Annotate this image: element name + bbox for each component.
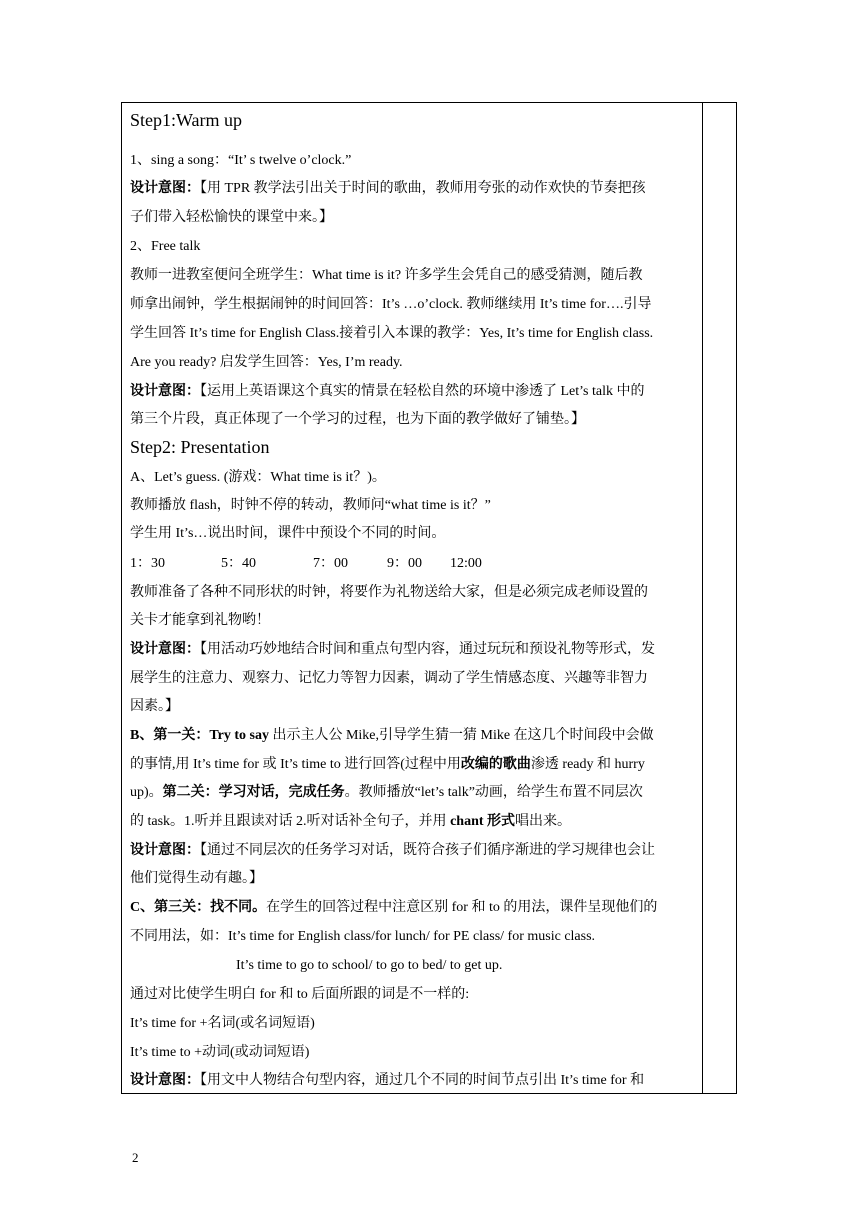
level-text: up)。 [130,785,163,800]
level1-line1 [130,726,654,746]
chant-label: chant 形式 [450,814,516,829]
level3-line2: 不同用法，如：It’s time for English class/for lunch/ for PE class/ for music class. [130,929,596,944]
time-item: 12:00 [450,556,482,571]
flash-line: 教师播放 flash，时钟不停的转动，教师问“what time is it？” [130,498,491,513]
say-time-line: 学生用 It’s…说出时间，课件中预设个不同的时间。 [130,526,446,541]
design-intent-text: 【通过不同层次的任务学习对话，既符合孩子们循序渐进的学习规律也会让 [200,843,655,858]
design-intent-4-line1 [130,841,655,861]
time-item: 5：40 [221,556,256,571]
level3-label: C、第三关：找不同。 [130,900,267,915]
time-item: 1：30 [130,556,165,571]
design-intent-label: 设计意图： [130,642,200,657]
adapted-song-label: 改编的歌曲 [460,757,531,772]
design-intent-3-line1 [130,640,655,660]
level3-text: 在学生的回答过程中注意区别 for 和 to 的用法，课件呈现他们的 [266,900,658,915]
task-line [130,812,571,832]
design-intent-label: 设计意图： [130,1073,200,1088]
design-intent-text: 【用活动巧妙地结合时间和重点句型内容，通过玩玩和预设礼物等形式，发 [200,642,655,657]
design-intent-text: 【用文中人物结合句型内容，通过几个不同的时间节点引出 It’s time for 和 [200,1073,645,1088]
task-text: 的 task。1.听并且跟读对话 2.听对话补全句子，并用 [130,814,451,829]
design-intent-4-line2: 他们觉得生动有趣。】 [130,871,263,886]
design-intent-text: 【用 TPR 教学法引出关于时间的歌曲，教师用夸张的动作欢快的节奏把孩 [200,181,646,196]
rule-to-line: It’s time to +动词(或动词短语) [130,1045,310,1060]
lesson-plan-table [121,102,737,1094]
level1-text: 的事情,用 It’s time for 或 It’s time to 进行回答(过程中用 [130,757,461,772]
compare-line: 通过对比使学生明白 for 和 to 后面所跟的词是不一样的: [130,987,470,1002]
level3-line1 [130,898,657,918]
free-talk-line2: 师拿出闹钟，学生根据闹钟的时间回答：It’s …o’clock. 教师继续用 It’s time for….引导 [130,297,652,312]
column-divider [702,103,703,1093]
time-item: 9：00 [387,556,422,571]
level2-label: 第二关：学习对话，完成任务 [162,785,345,800]
free-talk-line4: Are you ready? 启发学生回答：Yes, I’m ready. [130,355,403,370]
design-intent-1-line2: 子们带入轻松愉快的课堂中来。】 [130,210,333,225]
rule-for-line: It’s time for +名词(或名词短语) [130,1016,315,1031]
task-text: 唱出来。 [515,814,572,829]
step2-heading: Step2: Presentation [130,437,270,457]
design-intent-text: 【运用上英语课这个真实的情景在轻松自然的环境中渗透了 Let’s talk 中的 [200,384,645,399]
design-intent-label: 设计意图： [130,843,200,858]
design-intent-label: 设计意图： [130,384,200,399]
level1-text: 渗透 ready 和 hurry [530,757,645,772]
design-intent-3-line3: 因素。】 [130,699,179,714]
design-intent-1-line1 [130,179,646,199]
step1-heading: Step1:Warm up [130,110,243,130]
time-item: 7：00 [313,556,348,571]
design-intent-2-line1 [130,382,645,402]
clock-gift-line2: 关卡才能拿到礼物哟！ [130,613,270,628]
level2-line [130,783,643,803]
level1-line2 [130,755,645,775]
free-talk-line3: 学生回答 It’s time for English Class.接着引入本课的教学：Yes, It’s time for English class. [130,326,654,341]
design-intent-label: 设计意图： [130,181,200,196]
clock-gift-line1: 教师准备了各种不同形状的时钟，将要作为礼物送给大家，但是必须完成老师设置的 [130,585,648,600]
free-talk-heading: 2、Free talk [130,239,201,254]
design-intent-2-line2: 第三个片段，真正体现了一个学习的过程，也为下面的教学做好了铺垫。】 [130,412,585,427]
level2-text: 。教师播放“let’s talk”动画，给学生布置不同层次 [344,785,643,800]
song-line: 1、sing a song：“It’ s twelve o’clock.” [130,153,352,168]
page-number: 2 [132,1150,139,1165]
design-intent-5-line1 [130,1071,644,1091]
level3-line3: It’s time to go to school/ to go to bed/ to get up. [236,958,503,973]
guess-line: A、Let’s guess. (游戏：What time is it？)。 [130,470,386,485]
level1-text: 出示主人公 Mike,引导学生猜一猜 Mike 在这几个时间段中会做 [268,728,654,743]
design-intent-3-line2: 展学生的注意力、观察力、记忆力等智力因素，调动了学生情感态度、兴趣等非智力 [130,671,648,686]
level1-label: B、第一关：Try to say [130,728,269,743]
free-talk-line1: 教师一进教室便问全班学生：What time is it? 许多学生会凭自己的感受猜测，随后教 [130,268,643,283]
